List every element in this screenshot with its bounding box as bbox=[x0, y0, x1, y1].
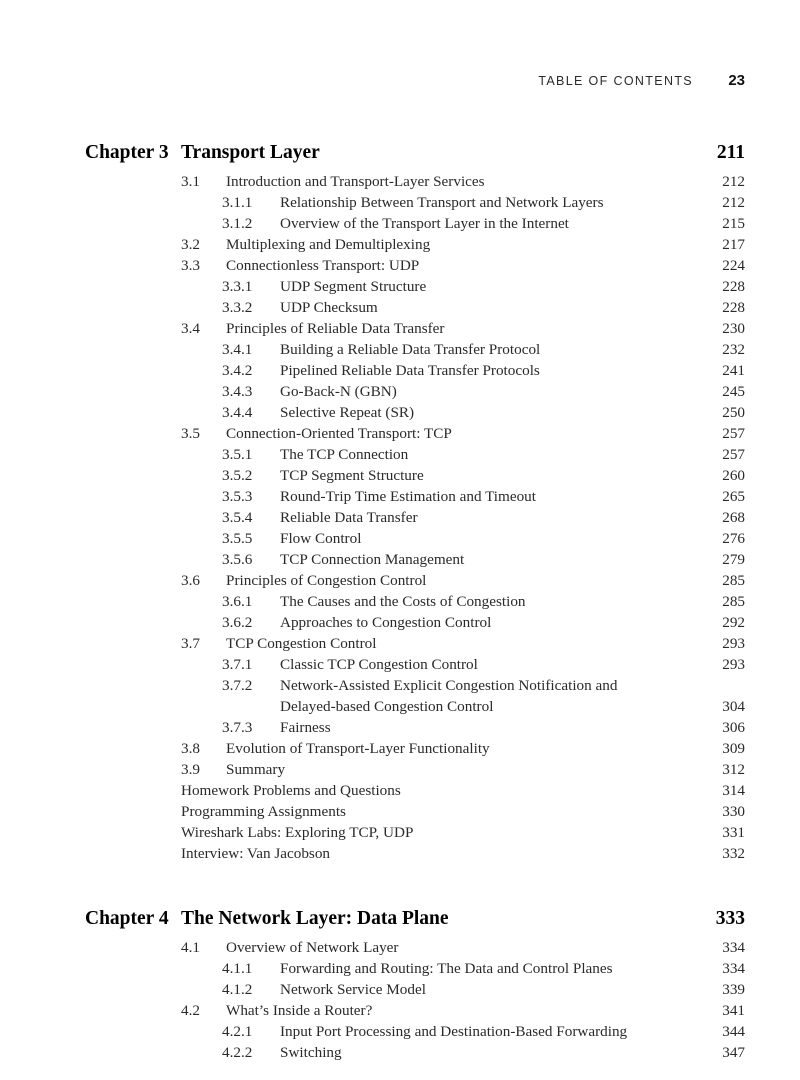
toc-entry-number: 3.5 bbox=[181, 425, 200, 442]
toc-entry[interactable] bbox=[0, 339, 800, 360]
toc-entry-label-line1: What’s Inside a Router? bbox=[226, 1002, 373, 1019]
toc-entry-label-line1: Principles of Congestion Control bbox=[226, 572, 427, 589]
toc-entry-label-line1: Wireshark Labs: Exploring TCP, UDP bbox=[181, 824, 414, 841]
toc-entry[interactable] bbox=[0, 633, 800, 654]
toc-entry[interactable] bbox=[0, 717, 800, 738]
toc-entry-label bbox=[181, 822, 699, 843]
toc-entry-label bbox=[280, 213, 699, 234]
toc-entry[interactable] bbox=[0, 654, 800, 675]
toc-entry-label-line2: Delayed-based Congestion Control bbox=[280, 698, 494, 715]
toc-entry[interactable] bbox=[0, 979, 800, 1000]
toc-entry-label bbox=[280, 528, 699, 549]
toc-entry-number: 3.8 bbox=[181, 740, 200, 757]
toc-entry-number: 3.3 bbox=[181, 257, 200, 274]
toc-entry-label-line1: Homework Problems and Questions bbox=[181, 782, 401, 799]
toc-entry-page-number: 331 bbox=[722, 824, 745, 841]
toc-entry-label-line1: Go-Back-N (GBN) bbox=[280, 383, 397, 400]
toc-entry[interactable] bbox=[0, 1042, 800, 1063]
toc-entry-number: 4.1.1 bbox=[222, 960, 253, 977]
toc-entry-number: 3.6.1 bbox=[222, 593, 253, 610]
toc-entry-number: 3.5.6 bbox=[222, 551, 253, 568]
toc-entry-label bbox=[226, 234, 699, 255]
toc-entry-label bbox=[226, 255, 699, 276]
toc-entry[interactable] bbox=[0, 507, 800, 528]
toc-entry-page-number: 224 bbox=[722, 257, 745, 274]
toc-entry-page-number: 228 bbox=[722, 278, 745, 295]
toc-entry-number: 3.2 bbox=[181, 236, 200, 253]
toc-entry-page-number: 228 bbox=[722, 299, 745, 316]
toc-entry-page-number: 285 bbox=[722, 593, 745, 610]
toc-entry-label-line1: Multiplexing and Demultiplexing bbox=[226, 236, 431, 253]
toc-entry-label-line1: Selective Repeat (SR) bbox=[280, 404, 415, 421]
toc-entry-label bbox=[226, 738, 699, 759]
toc-entry-label bbox=[226, 318, 699, 339]
toc-entry[interactable] bbox=[0, 318, 800, 339]
toc-entry-label-line1: Overview of Network Layer bbox=[226, 939, 399, 956]
toc-entry-page-number: 341 bbox=[722, 1002, 745, 1019]
toc-entry-label-line1: Overview of the Transport Layer in the Internet bbox=[280, 215, 569, 232]
toc-entry-number: 3.4.4 bbox=[222, 404, 253, 421]
toc-entry-number: 3.7.1 bbox=[222, 656, 253, 673]
toc-entry-label bbox=[280, 444, 699, 465]
toc-entry[interactable] bbox=[0, 612, 800, 633]
toc-entry-label-line1: Approaches to Congestion Control bbox=[280, 614, 492, 631]
toc-entry-label bbox=[181, 801, 699, 822]
toc-entry[interactable] bbox=[0, 937, 800, 958]
toc-entry-page-number: 212 bbox=[722, 173, 745, 190]
chapter-label: Chapter 3 bbox=[85, 142, 169, 163]
toc-entry[interactable] bbox=[0, 843, 800, 864]
chapter-page-number: 333 bbox=[715, 908, 745, 929]
toc-entry-page-number: 257 bbox=[722, 425, 745, 442]
toc-entry[interactable] bbox=[0, 276, 800, 297]
toc-entry-page-number: 230 bbox=[722, 320, 745, 337]
toc-entry-label-line1: The Causes and the Costs of Congestion bbox=[280, 593, 526, 610]
toc-entry-number: 4.2.1 bbox=[222, 1023, 253, 1040]
toc-entry-page-number: 312 bbox=[722, 761, 745, 778]
toc-entry-number: 3.6.2 bbox=[222, 614, 253, 631]
toc-entry-page-number: 334 bbox=[722, 960, 745, 977]
toc-entry-page-number: 306 bbox=[722, 719, 745, 736]
toc-entry-page-number: 232 bbox=[722, 341, 745, 358]
running-header-title: TABLE OF CONTENTS bbox=[538, 74, 693, 88]
toc-entry-label bbox=[181, 843, 699, 864]
toc-entry[interactable] bbox=[0, 528, 800, 549]
toc-entry-label bbox=[280, 486, 699, 507]
toc-entry-page-number: 217 bbox=[722, 236, 745, 253]
toc-entry-label bbox=[181, 780, 699, 801]
toc-entry-page-number: 268 bbox=[722, 509, 745, 526]
toc-entry-label bbox=[226, 171, 699, 192]
chapter-title: The Network Layer: Data Plane bbox=[181, 908, 449, 929]
toc-entry-page-number: 330 bbox=[722, 803, 745, 820]
page-folio-number: 23 bbox=[728, 72, 745, 89]
toc-entry[interactable] bbox=[0, 297, 800, 318]
toc-entry-label-line1: Summary bbox=[226, 761, 286, 778]
toc-entry-number: 3.5.5 bbox=[222, 530, 253, 547]
toc-entry-label bbox=[280, 381, 699, 402]
toc-entry-page-number: 260 bbox=[722, 467, 745, 484]
toc-entry-label-line1: UDP Segment Structure bbox=[280, 278, 427, 295]
toc-entry-label-line1: Evolution of Transport-Layer Functionality bbox=[226, 740, 490, 757]
toc-entry-page-number: 314 bbox=[722, 782, 745, 799]
toc-entry[interactable] bbox=[0, 759, 800, 780]
toc-entry-label bbox=[280, 1042, 699, 1063]
toc-entry-number: 3.5.3 bbox=[222, 488, 253, 505]
toc-entry-label bbox=[226, 1000, 699, 1021]
toc-entry[interactable] bbox=[0, 444, 800, 465]
toc-entry-label-line1: Relationship Between Transport and Network Layers bbox=[280, 194, 604, 211]
toc-entry-label-line1: Building a Reliable Data Transfer Protocol bbox=[280, 341, 541, 358]
toc-entry-label-line1: Classic TCP Congestion Control bbox=[280, 656, 478, 673]
toc-entry-label-line1: Pipelined Reliable Data Transfer Protocols bbox=[280, 362, 540, 379]
toc-entry-number: 3.5.1 bbox=[222, 446, 253, 463]
toc-entry-label-line1: Principles of Reliable Data Transfer bbox=[226, 320, 445, 337]
toc-entry-number: 3.1 bbox=[181, 173, 200, 190]
chapter-label: Chapter 4 bbox=[85, 908, 169, 929]
toc-entry-label-line1: Interview: Van Jacobson bbox=[181, 845, 331, 862]
toc-entry[interactable] bbox=[0, 423, 800, 444]
toc-entry-label-line1: Reliable Data Transfer bbox=[280, 509, 418, 526]
running-header bbox=[0, 72, 745, 89]
toc-entry-page-number: 292 bbox=[722, 614, 745, 631]
toc-entry-number: 3.1.1 bbox=[222, 194, 253, 211]
toc-entry[interactable] bbox=[0, 675, 800, 717]
toc-entry-label bbox=[280, 507, 699, 528]
toc-entry-label-line1: Fairness bbox=[280, 719, 331, 736]
toc-entry-number: 3.9 bbox=[181, 761, 200, 778]
toc-entry[interactable] bbox=[0, 591, 800, 612]
toc-entry[interactable] bbox=[0, 549, 800, 570]
toc-entry-page-number: 215 bbox=[722, 215, 745, 232]
toc-entry-page-number: 334 bbox=[722, 939, 745, 956]
toc-entry[interactable] bbox=[0, 958, 800, 979]
toc-entry-number: 3.6 bbox=[181, 572, 200, 589]
toc-entry-number: 3.7 bbox=[181, 635, 200, 652]
toc-entry-label bbox=[280, 979, 699, 1000]
toc-entry-label bbox=[226, 759, 699, 780]
toc-entry-number: 4.2 bbox=[181, 1002, 200, 1019]
toc-entry-label bbox=[280, 654, 699, 675]
toc-entry-label bbox=[280, 360, 699, 381]
toc-entry-number: 4.2.2 bbox=[222, 1044, 253, 1061]
toc-entry-label bbox=[280, 192, 699, 213]
chapter-block bbox=[0, 906, 800, 1063]
toc-entry-number: 3.3.2 bbox=[222, 299, 253, 316]
chapter-title: Transport Layer bbox=[181, 142, 320, 163]
toc-entry-label-line1: Round-Trip Time Estimation and Timeout bbox=[280, 488, 536, 505]
toc-entry-page-number: 212 bbox=[722, 194, 745, 211]
toc-entry-page-number: 332 bbox=[722, 845, 745, 862]
toc-entry-label-line1: Network Service Model bbox=[280, 981, 426, 998]
toc-entry-page-number: 241 bbox=[722, 362, 745, 379]
toc-entry-label-line1: TCP Congestion Control bbox=[226, 635, 377, 652]
toc-entry-page-number: 344 bbox=[722, 1023, 745, 1040]
toc-entry[interactable] bbox=[0, 234, 800, 255]
toc-entry-page-number: 339 bbox=[722, 981, 745, 998]
toc-entry[interactable] bbox=[0, 570, 800, 591]
toc-entry-label bbox=[226, 633, 699, 654]
toc-entry-label bbox=[280, 402, 699, 423]
toc-entry-label-line1: Introduction and Transport-Layer Services bbox=[226, 173, 485, 190]
toc-entry-number: 3.5.2 bbox=[222, 467, 253, 484]
toc-entry-label-line1: Flow Control bbox=[280, 530, 362, 547]
toc-entry-number: 3.4 bbox=[181, 320, 200, 337]
toc-entry-label-line1: Connection-Oriented Transport: TCP bbox=[226, 425, 452, 442]
toc-entry-label bbox=[280, 591, 699, 612]
chapter-page-number: 211 bbox=[716, 142, 745, 163]
toc-entry-label bbox=[226, 423, 699, 444]
toc-entry-label bbox=[280, 297, 699, 318]
toc-entry-label bbox=[280, 339, 699, 360]
toc-entry-number: 3.3.1 bbox=[222, 278, 253, 295]
toc-entry-page-number: 279 bbox=[722, 551, 745, 568]
toc-entry-label bbox=[280, 465, 699, 486]
toc-entry-page-number: 276 bbox=[722, 530, 745, 547]
toc-entry[interactable] bbox=[0, 360, 800, 381]
toc-entry-label-line1: Network-Assisted Explicit Congestion Notification and bbox=[280, 677, 618, 694]
toc-entry[interactable] bbox=[0, 171, 800, 192]
toc-entry-page-number: 265 bbox=[722, 488, 745, 505]
toc-entry-label bbox=[280, 717, 699, 738]
toc-entry-page-number: 293 bbox=[722, 656, 745, 673]
toc-entry-label bbox=[280, 276, 699, 297]
toc-entry-label-line1: UDP Checksum bbox=[280, 299, 378, 316]
toc-entry[interactable] bbox=[0, 192, 800, 213]
toc-entry-label bbox=[226, 570, 699, 591]
toc-entry[interactable] bbox=[0, 1021, 800, 1042]
toc-entry-label-line1: The TCP Connection bbox=[280, 446, 409, 463]
chapter-heading[interactable] bbox=[0, 140, 800, 166]
toc-entry-label-line1: TCP Segment Structure bbox=[280, 467, 424, 484]
toc-entry-label bbox=[280, 612, 699, 633]
toc-entry-page-number: 347 bbox=[722, 1044, 745, 1061]
toc-entry-number: 4.1 bbox=[181, 939, 200, 956]
toc-entry-number: 3.5.4 bbox=[222, 509, 253, 526]
toc-entry-number: 3.4.2 bbox=[222, 362, 253, 379]
toc-entry-label-line1: Input Port Processing and Destination-Based Forwarding bbox=[280, 1023, 628, 1040]
toc-entry-page-number: 285 bbox=[722, 572, 745, 589]
toc-entry[interactable] bbox=[0, 1000, 800, 1021]
toc-entry-page-number: 257 bbox=[722, 446, 745, 463]
toc-entry-label bbox=[280, 958, 699, 979]
toc-entry[interactable] bbox=[0, 381, 800, 402]
toc-entry-page-number: 293 bbox=[722, 635, 745, 652]
toc-entry-label bbox=[226, 937, 699, 958]
toc-entry-label bbox=[280, 549, 699, 570]
toc-entry-number: 3.7.2 bbox=[222, 677, 253, 694]
toc-entry-number: 3.4.1 bbox=[222, 341, 253, 358]
toc-entry-label bbox=[280, 1021, 699, 1042]
toc-entry[interactable] bbox=[0, 738, 800, 759]
toc-entry-page-number: 245 bbox=[722, 383, 745, 400]
toc-entry[interactable] bbox=[0, 255, 800, 276]
toc-entry-page-number: 250 bbox=[722, 404, 745, 421]
toc-entry-number: 3.1.2 bbox=[222, 215, 253, 232]
toc-entry[interactable] bbox=[0, 801, 800, 822]
toc-entry[interactable] bbox=[0, 822, 800, 843]
toc-entry[interactable] bbox=[0, 465, 800, 486]
chapter-block bbox=[0, 140, 800, 864]
toc-entry[interactable] bbox=[0, 486, 800, 507]
toc-entry-label-line1: Connectionless Transport: UDP bbox=[226, 257, 420, 274]
toc-entry-page-number: 309 bbox=[722, 740, 745, 757]
toc-entry-label-line1: Forwarding and Routing: The Data and Control Planes bbox=[280, 960, 613, 977]
toc-entry-label-line1: Programming Assignments bbox=[181, 803, 346, 820]
toc-entry[interactable] bbox=[0, 213, 800, 234]
table-of-contents bbox=[0, 140, 800, 1063]
toc-entry-number: 4.1.2 bbox=[222, 981, 253, 998]
toc-entry-page-number: 304 bbox=[722, 698, 745, 715]
toc-entry[interactable] bbox=[0, 402, 800, 423]
chapter-heading[interactable] bbox=[0, 906, 800, 932]
toc-entry-label bbox=[280, 675, 699, 717]
toc-entry-label-line1: TCP Connection Management bbox=[280, 551, 465, 568]
toc-entry-label-line1: Switching bbox=[280, 1044, 342, 1061]
toc-entry[interactable] bbox=[0, 780, 800, 801]
toc-entry-number: 3.7.3 bbox=[222, 719, 253, 736]
toc-entry-number: 3.4.3 bbox=[222, 383, 253, 400]
